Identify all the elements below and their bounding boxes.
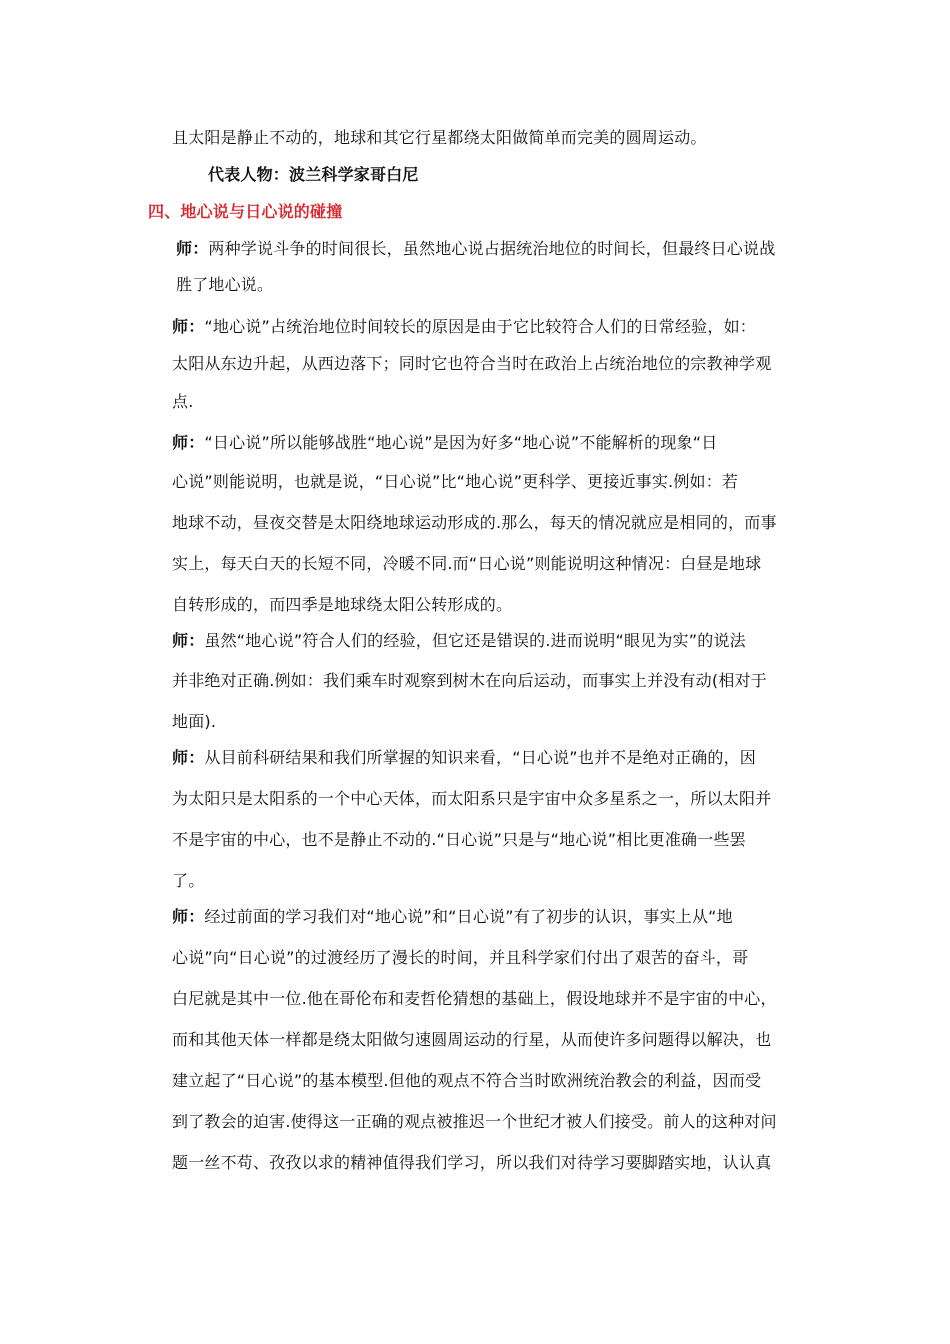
text-line: 实上，每天白天的长短不同，冷暖不同.而“日心说”则能说明这种情况：白昼是地球 [172, 554, 762, 573]
speaker-label: 师： [172, 317, 205, 336]
paragraph-line [172, 432, 812, 454]
speaker-label: 师： [176, 239, 209, 258]
text-line: 为太阳只是太阳系的一个中心天体，而太阳系只是宇宙中众多星系之一，所以太阳并 [172, 789, 772, 808]
text-line: 点. [172, 392, 194, 411]
representative-line: 代表人物：波兰科学家哥白尼 [208, 165, 419, 184]
text-line: “地心说”占统治地位时间较长的原因是由于它比较符合人们的日常经验，如： [204, 317, 756, 336]
text-line: “日心说”所以能够战胜“地心说”是因为好多“地心说”不能解析的现象“日 [204, 433, 718, 452]
speaker-label: 师： [172, 631, 205, 650]
text-line: 并非绝对正确.例如：我们乘车时观察到树木在向后运动，而事实上并没有动(相对于 [172, 671, 767, 690]
text-line: 从目前科研结果和我们所掌握的知识来看，“日心说”也并不是绝对正确的，因 [204, 748, 756, 767]
text-line: 经过前面的学习我们对“地心说”和“日心说”有了初步的认识，事实上从“地 [204, 907, 733, 926]
text-line: 建立起了“日心说”的基本模型.但他的观点不符合当时欧洲统治教会的利益，因而受 [172, 1071, 762, 1090]
text-line: 题一丝不苟、孜孜以求的精神值得我们学习，所以我们对待学习要脚踏实地，认认真 [172, 1153, 772, 1172]
text-line: 胜了地心说。 [176, 275, 274, 294]
text-line: 两种学说斗争的时间很长，虽然地心说占据统治地位的时间长，但最终日心说战 [208, 239, 776, 258]
text-line: 自转形成的，而四季是地球绕太阳公转形成的。 [172, 595, 513, 614]
text-line: 到了教会的迫害.使得这一正确的观点被推迟一个世纪才被人们接受。前人的这种对问 [172, 1112, 777, 1131]
text-line: 地面). [172, 712, 217, 731]
text-line: 不是宇宙的中心，也不是静止不动的.“日心说”只是与“地心说”相比更准确一些罢 [172, 830, 746, 849]
text-line: 白尼就是其中一位.他在哥伦布和麦哲伦猜想的基础上，假设地球并不是宇宙的中心， [172, 989, 777, 1008]
paragraph-line [172, 630, 812, 652]
text-line: 太阳从东边升起，从西边落下；同时它也符合当时在政治上占统治地位的宗教神学观 [172, 354, 772, 373]
speaker-label: 师： [172, 907, 205, 926]
text-line: 地球不动，昼夜交替是太阳绕地球运动形成的.那么，每天的情况就应是相同的，而事 [172, 513, 777, 532]
section-heading: 四、地心说与日心说的碰撞 [148, 202, 343, 221]
paragraph-line [172, 316, 812, 338]
text-line: 了。 [172, 871, 205, 890]
text-line: 心说”向“日心说”的过渡经历了漫长的时间，并且科学家们付出了艰苦的奋斗，哥 [172, 948, 749, 967]
text-line: 心说”则能说明，也就是说，“日心说”比“地心说”更科学、更接近事实.例如：若 [172, 472, 739, 491]
speaker-label: 师： [172, 748, 205, 767]
text-line: 而和其他天体一样都是绕太阳做匀速圆周运动的行星，从而使许多问题得以解决，也 [172, 1030, 772, 1049]
paragraph-line [176, 238, 816, 260]
text-line: 且太阳是静止不动的，地球和其它行星都绕太阳做简单而完美的圆周运动。 [172, 128, 707, 147]
text-line: 虽然“地心说”符合人们的经验，但它还是错误的.进而说明“眼见为实”的说法 [204, 631, 746, 650]
paragraph-line [172, 906, 812, 928]
paragraph-line [172, 747, 812, 769]
speaker-label: 师： [172, 433, 205, 452]
